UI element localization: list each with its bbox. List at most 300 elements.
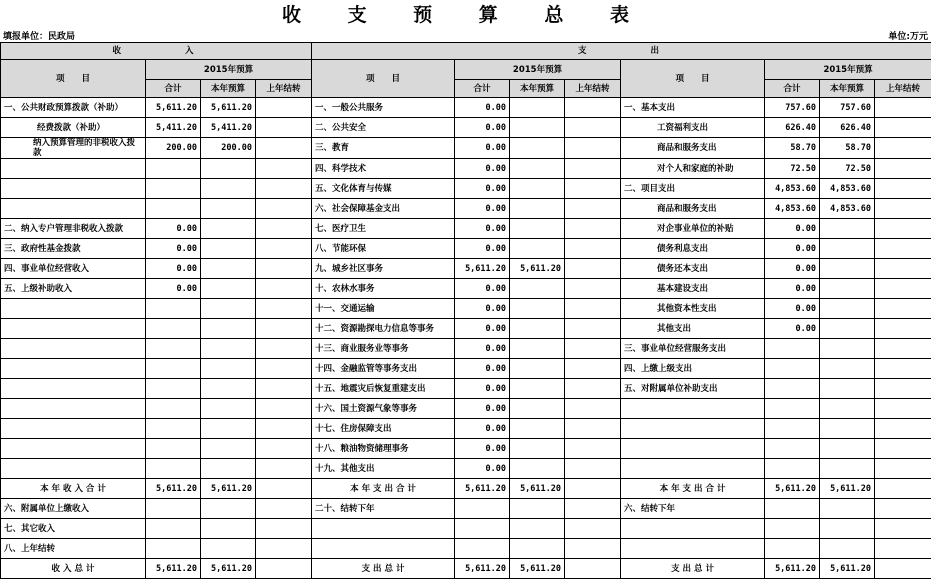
page-title: 收 支 预 算 总 表 xyxy=(281,4,650,26)
total-cell: 0.00 xyxy=(455,239,510,259)
last-year-cell xyxy=(875,359,931,379)
total-cell: 4,853.60 xyxy=(765,179,820,199)
last-year-cell xyxy=(565,239,621,259)
current-year-cell xyxy=(201,519,256,539)
item-cell: 其他资本性支出 xyxy=(621,299,765,319)
current-year-cell xyxy=(510,239,565,259)
item-cell: 六、结转下年 xyxy=(621,499,765,519)
total-cell xyxy=(146,399,201,419)
total-cell xyxy=(146,459,201,479)
item-cell: 基本建设支出 xyxy=(621,279,765,299)
last-year-cell xyxy=(565,379,621,399)
table-row xyxy=(1,159,931,179)
item-cell: 对个人和家庭的补助 xyxy=(621,159,765,179)
item-cell: 七、其它收入 xyxy=(1,519,146,539)
total-cell xyxy=(146,199,201,219)
item-cell: 工资福利支出 xyxy=(621,118,765,138)
table-row xyxy=(1,199,931,219)
current-year-cell xyxy=(201,439,256,459)
last-year-cell xyxy=(256,499,312,519)
current-year-cell: 5,611.20 xyxy=(510,559,565,579)
total-cell: 0.00 xyxy=(146,239,201,259)
last-year-header: 上年结转 xyxy=(256,80,312,98)
current-year-cell xyxy=(510,159,565,179)
current-year-cell xyxy=(820,379,875,399)
item-cell xyxy=(621,399,765,419)
last-year-cell xyxy=(565,399,621,419)
last-year-cell xyxy=(256,199,312,219)
last-year-cell xyxy=(256,239,312,259)
total-cell: 0.00 xyxy=(455,179,510,199)
last-year-cell xyxy=(875,199,931,219)
last-year-cell xyxy=(565,199,621,219)
current-year-cell xyxy=(201,239,256,259)
table-row xyxy=(1,239,931,259)
current-year-header: 本年预算 xyxy=(510,80,565,98)
current-year-cell xyxy=(201,379,256,399)
last-year-cell xyxy=(256,279,312,299)
current-year-cell xyxy=(201,299,256,319)
item-header: 项 目 xyxy=(621,60,765,98)
total-cell xyxy=(765,359,820,379)
reporting-unit: 填报单位：民政局 xyxy=(3,32,76,42)
item-cell xyxy=(1,199,146,219)
last-year-cell xyxy=(256,259,312,279)
total-cell: 0.00 xyxy=(455,379,510,399)
item-header: 项 目 xyxy=(312,60,455,98)
total-cell: 0.00 xyxy=(146,259,201,279)
total-cell: 0.00 xyxy=(765,239,820,259)
current-year-cell xyxy=(820,539,875,559)
total-cell: 200.00 xyxy=(146,138,201,159)
total-cell: 0.00 xyxy=(765,259,820,279)
item-cell: 五、上级补助收入 xyxy=(1,279,146,299)
total-cell: 0.00 xyxy=(455,279,510,299)
total-cell: 0.00 xyxy=(455,219,510,239)
last-year-cell xyxy=(256,339,312,359)
current-year-header: 本年预算 xyxy=(201,80,256,98)
item-cell: 十九、其他支出 xyxy=(312,459,455,479)
current-year-cell xyxy=(201,399,256,419)
last-year-cell xyxy=(256,399,312,419)
total-cell: 0.00 xyxy=(455,459,510,479)
last-year-cell xyxy=(256,118,312,138)
item-cell: 五、文化体育与传媒 xyxy=(312,179,455,199)
item-cell: 二、项目支出 xyxy=(621,179,765,199)
current-year-cell: 5,611.20 xyxy=(201,479,256,499)
item-cell: 对企事业单位的补贴 xyxy=(621,219,765,239)
total-cell: 58.70 xyxy=(765,138,820,159)
last-year-cell xyxy=(256,439,312,459)
current-year-cell xyxy=(510,199,565,219)
item-cell xyxy=(1,359,146,379)
total-cell xyxy=(146,419,201,439)
last-year-cell xyxy=(256,98,312,118)
current-year-cell: 5,411.20 xyxy=(201,118,256,138)
total-cell: 757.60 xyxy=(765,98,820,118)
item-cell: 经费拨款（补助） xyxy=(1,118,146,138)
last-year-cell xyxy=(875,479,931,499)
budget-header: 2015年预算 xyxy=(146,60,312,80)
last-year-cell xyxy=(565,439,621,459)
current-year-cell: 5,611.20 xyxy=(820,559,875,579)
current-year-cell xyxy=(510,219,565,239)
currency-unit: 单位:万元 xyxy=(888,32,928,42)
last-year-cell xyxy=(875,259,931,279)
item-cell: 八、节能环保 xyxy=(312,239,455,259)
total-cell xyxy=(146,439,201,459)
total-cell: 0.00 xyxy=(455,319,510,339)
current-year-cell xyxy=(820,359,875,379)
total-cell xyxy=(765,439,820,459)
last-year-cell xyxy=(875,439,931,459)
total-cell: 5,611.20 xyxy=(146,98,201,118)
current-year-cell xyxy=(201,499,256,519)
total-cell: 0.00 xyxy=(455,299,510,319)
total-cell: 0.00 xyxy=(455,399,510,419)
item-cell: 九、城乡社区事务 xyxy=(312,259,455,279)
item-cell xyxy=(1,159,146,179)
current-year-cell xyxy=(201,419,256,439)
total-cell xyxy=(765,399,820,419)
total-cell xyxy=(146,519,201,539)
last-year-cell xyxy=(875,339,931,359)
column-header-row xyxy=(1,60,931,80)
total-cell: 626.40 xyxy=(765,118,820,138)
total-cell: 0.00 xyxy=(455,359,510,379)
current-year-cell xyxy=(820,319,875,339)
item-cell xyxy=(312,539,455,559)
current-year-cell xyxy=(201,279,256,299)
last-year-cell xyxy=(565,499,621,519)
total-cell: 72.50 xyxy=(765,159,820,179)
total-cell xyxy=(146,539,201,559)
last-year-cell xyxy=(256,459,312,479)
item-cell: 收 入 总 计 xyxy=(1,559,146,579)
income-section-label: 收 入 xyxy=(1,43,312,60)
item-cell xyxy=(1,339,146,359)
last-year-cell xyxy=(256,299,312,319)
total-cell: 0.00 xyxy=(455,159,510,179)
last-year-cell xyxy=(875,159,931,179)
last-year-cell xyxy=(565,459,621,479)
last-year-cell xyxy=(565,359,621,379)
total-cell: 5,611.20 xyxy=(765,479,820,499)
table-row xyxy=(1,419,931,439)
last-year-cell xyxy=(875,299,931,319)
table-row xyxy=(1,259,931,279)
current-year-cell: 626.40 xyxy=(820,118,875,138)
budget-header: 2015年预算 xyxy=(765,60,931,80)
last-year-cell xyxy=(565,419,621,439)
total-cell: 0.00 xyxy=(455,339,510,359)
last-year-cell xyxy=(256,219,312,239)
total-cell: 5,611.20 xyxy=(455,479,510,499)
table-row xyxy=(1,519,931,539)
item-cell: 三、教育 xyxy=(312,138,455,159)
item-header: 项 目 xyxy=(1,60,146,98)
total-cell: 0.00 xyxy=(455,439,510,459)
current-year-cell xyxy=(820,499,875,519)
current-year-cell xyxy=(820,399,875,419)
last-year-cell xyxy=(256,539,312,559)
last-year-cell xyxy=(565,98,621,118)
item-cell: 十七、住房保障支出 xyxy=(312,419,455,439)
item-cell: 本 年 支 出 合 计 xyxy=(312,479,455,499)
total-cell xyxy=(765,539,820,559)
current-year-cell xyxy=(201,179,256,199)
last-year-cell xyxy=(256,419,312,439)
current-year-cell: 200.00 xyxy=(201,138,256,159)
current-year-cell xyxy=(510,138,565,159)
total-cell xyxy=(455,519,510,539)
last-year-cell xyxy=(875,219,931,239)
table-row xyxy=(1,118,931,138)
current-year-cell xyxy=(201,199,256,219)
current-year-cell: 5,611.20 xyxy=(510,479,565,499)
total-cell: 0.00 xyxy=(765,219,820,239)
item-cell: 二、公共安全 xyxy=(312,118,455,138)
item-cell: 四、科学技术 xyxy=(312,159,455,179)
current-year-header: 本年预算 xyxy=(820,80,875,98)
table-row xyxy=(1,319,931,339)
last-year-header: 上年结转 xyxy=(565,80,621,98)
total-cell: 0.00 xyxy=(765,319,820,339)
current-year-cell xyxy=(201,319,256,339)
last-year-cell xyxy=(875,419,931,439)
total-cell xyxy=(146,319,201,339)
table-row xyxy=(1,219,931,239)
current-year-cell xyxy=(510,439,565,459)
item-cell: 本 年 支 出 合 计 xyxy=(621,479,765,499)
table-row xyxy=(1,98,931,118)
current-year-cell: 4,853.60 xyxy=(820,179,875,199)
current-year-cell: 5,611.20 xyxy=(201,559,256,579)
current-year-cell xyxy=(201,359,256,379)
last-year-cell xyxy=(256,359,312,379)
current-year-cell xyxy=(201,219,256,239)
last-year-cell xyxy=(565,259,621,279)
last-year-cell xyxy=(875,179,931,199)
table-row xyxy=(1,539,931,559)
total-cell: 4,853.60 xyxy=(765,199,820,219)
last-year-cell xyxy=(875,559,931,579)
item-cell xyxy=(621,539,765,559)
current-year-cell xyxy=(820,419,875,439)
budget-header: 2015年预算 xyxy=(455,60,621,80)
current-year-cell xyxy=(201,339,256,359)
last-year-cell xyxy=(875,519,931,539)
item-cell: 八、上年结转 xyxy=(1,539,146,559)
last-year-cell xyxy=(875,98,931,118)
last-year-header: 上年结转 xyxy=(875,80,931,98)
last-year-cell xyxy=(875,499,931,519)
item-cell: 十三、商业服务业等事务 xyxy=(312,339,455,359)
item-cell: 三、事业单位经营服务支出 xyxy=(621,339,765,359)
total-cell: 0.00 xyxy=(455,98,510,118)
item-cell: 支 出 总 计 xyxy=(621,559,765,579)
item-cell: 五、对附属单位补助支出 xyxy=(621,379,765,399)
total-header: 合计 xyxy=(146,80,201,98)
total-cell: 0.00 xyxy=(455,199,510,219)
current-year-cell xyxy=(510,299,565,319)
current-year-cell xyxy=(820,459,875,479)
current-year-cell xyxy=(201,539,256,559)
item-cell xyxy=(621,419,765,439)
total-cell: 0.00 xyxy=(765,279,820,299)
item-cell: 三、政府性基金拨款 xyxy=(1,239,146,259)
total-cell xyxy=(146,499,201,519)
last-year-cell xyxy=(565,138,621,159)
last-year-cell xyxy=(256,179,312,199)
total-cell xyxy=(455,539,510,559)
current-year-cell xyxy=(510,179,565,199)
item-cell xyxy=(1,419,146,439)
item-cell xyxy=(1,319,146,339)
total-cell xyxy=(765,339,820,359)
current-year-cell: 5,611.20 xyxy=(820,479,875,499)
item-cell: 一、公共财政预算拨款（补助） xyxy=(1,98,146,118)
last-year-cell xyxy=(565,219,621,239)
last-year-cell xyxy=(256,138,312,159)
item-cell xyxy=(1,459,146,479)
last-year-cell xyxy=(565,479,621,499)
expense-section-label: 支 出 xyxy=(312,43,931,60)
current-year-cell xyxy=(820,439,875,459)
item-cell xyxy=(621,459,765,479)
last-year-cell xyxy=(565,319,621,339)
current-year-cell xyxy=(201,159,256,179)
current-year-cell xyxy=(820,519,875,539)
total-cell: 0.00 xyxy=(146,219,201,239)
item-cell: 十四、金融监管等事务支出 xyxy=(312,359,455,379)
last-year-cell xyxy=(875,118,931,138)
total-cell: 5,611.20 xyxy=(455,259,510,279)
last-year-cell xyxy=(875,319,931,339)
last-year-cell xyxy=(565,118,621,138)
item-cell: 十一、交通运输 xyxy=(312,299,455,319)
table-row xyxy=(1,479,931,499)
total-cell xyxy=(765,459,820,479)
item-cell: 本 年 收 入 合 计 xyxy=(1,479,146,499)
table-row xyxy=(1,399,931,419)
last-year-cell xyxy=(256,379,312,399)
total-header: 合计 xyxy=(765,80,820,98)
total-cell: 0.00 xyxy=(146,279,201,299)
last-year-cell xyxy=(875,539,931,559)
total-cell xyxy=(146,179,201,199)
last-year-cell xyxy=(875,399,931,419)
total-cell: 0.00 xyxy=(455,138,510,159)
current-year-cell xyxy=(820,279,875,299)
total-cell: 0.00 xyxy=(455,118,510,138)
current-year-cell xyxy=(510,98,565,118)
current-year-cell xyxy=(820,259,875,279)
item-cell: 六、社会保障基金支出 xyxy=(312,199,455,219)
item-cell: 其他支出 xyxy=(621,319,765,339)
item-cell: 十六、国土资源气象等事务 xyxy=(312,399,455,419)
last-year-cell xyxy=(565,519,621,539)
table-row xyxy=(1,379,931,399)
item-cell xyxy=(1,179,146,199)
table-row xyxy=(1,359,931,379)
total-cell xyxy=(146,159,201,179)
table-row xyxy=(1,299,931,319)
total-cell xyxy=(146,379,201,399)
item-cell: 债务还本支出 xyxy=(621,259,765,279)
last-year-cell xyxy=(256,159,312,179)
budget-table xyxy=(0,42,931,579)
current-year-cell: 4,853.60 xyxy=(820,199,875,219)
last-year-cell xyxy=(256,479,312,499)
current-year-cell xyxy=(201,459,256,479)
last-year-cell xyxy=(565,559,621,579)
total-header: 合计 xyxy=(455,80,510,98)
last-year-cell xyxy=(565,179,621,199)
total-cell: 5,411.20 xyxy=(146,118,201,138)
current-year-cell: 757.60 xyxy=(820,98,875,118)
current-year-cell xyxy=(820,239,875,259)
item-cell: 债务利息支出 xyxy=(621,239,765,259)
item-cell: 十五、地震灾后恢复重建支出 xyxy=(312,379,455,399)
item-cell: 十八、粮油物资储理事务 xyxy=(312,439,455,459)
total-cell xyxy=(146,299,201,319)
table-row xyxy=(1,138,931,159)
current-year-cell: 72.50 xyxy=(820,159,875,179)
last-year-cell xyxy=(565,539,621,559)
table-row xyxy=(1,439,931,459)
current-year-cell xyxy=(510,419,565,439)
table-row xyxy=(1,339,931,359)
item-cell: 四、上缴上级支出 xyxy=(621,359,765,379)
item-cell: 纳入预算管理的非税收入拨款 xyxy=(1,138,146,159)
table-row xyxy=(1,559,931,579)
current-year-cell xyxy=(820,299,875,319)
item-cell xyxy=(1,399,146,419)
current-year-cell xyxy=(510,339,565,359)
item-cell: 七、医疗卫生 xyxy=(312,219,455,239)
table-row xyxy=(1,499,931,519)
current-year-cell xyxy=(510,519,565,539)
current-year-cell xyxy=(510,399,565,419)
item-cell xyxy=(1,439,146,459)
total-cell: 5,611.20 xyxy=(146,479,201,499)
total-cell: 0.00 xyxy=(765,299,820,319)
item-cell xyxy=(1,299,146,319)
total-cell xyxy=(765,499,820,519)
last-year-cell xyxy=(875,239,931,259)
current-year-cell: 58.70 xyxy=(820,138,875,159)
item-cell xyxy=(1,379,146,399)
current-year-cell xyxy=(820,219,875,239)
total-cell xyxy=(146,359,201,379)
item-cell: 一、基本支出 xyxy=(621,98,765,118)
total-cell: 5,611.20 xyxy=(146,559,201,579)
last-year-cell xyxy=(565,339,621,359)
current-year-cell xyxy=(510,379,565,399)
total-cell: 5,611.20 xyxy=(455,559,510,579)
current-year-cell xyxy=(510,279,565,299)
last-year-cell xyxy=(875,279,931,299)
last-year-cell xyxy=(875,459,931,479)
current-year-cell: 5,611.20 xyxy=(510,259,565,279)
last-year-cell xyxy=(565,299,621,319)
current-year-cell xyxy=(510,459,565,479)
item-cell: 二、纳入专户管理非税收入拨款 xyxy=(1,219,146,239)
item-cell xyxy=(621,519,765,539)
table-row xyxy=(1,459,931,479)
item-cell: 十二、资源勘探电力信息等事务 xyxy=(312,319,455,339)
